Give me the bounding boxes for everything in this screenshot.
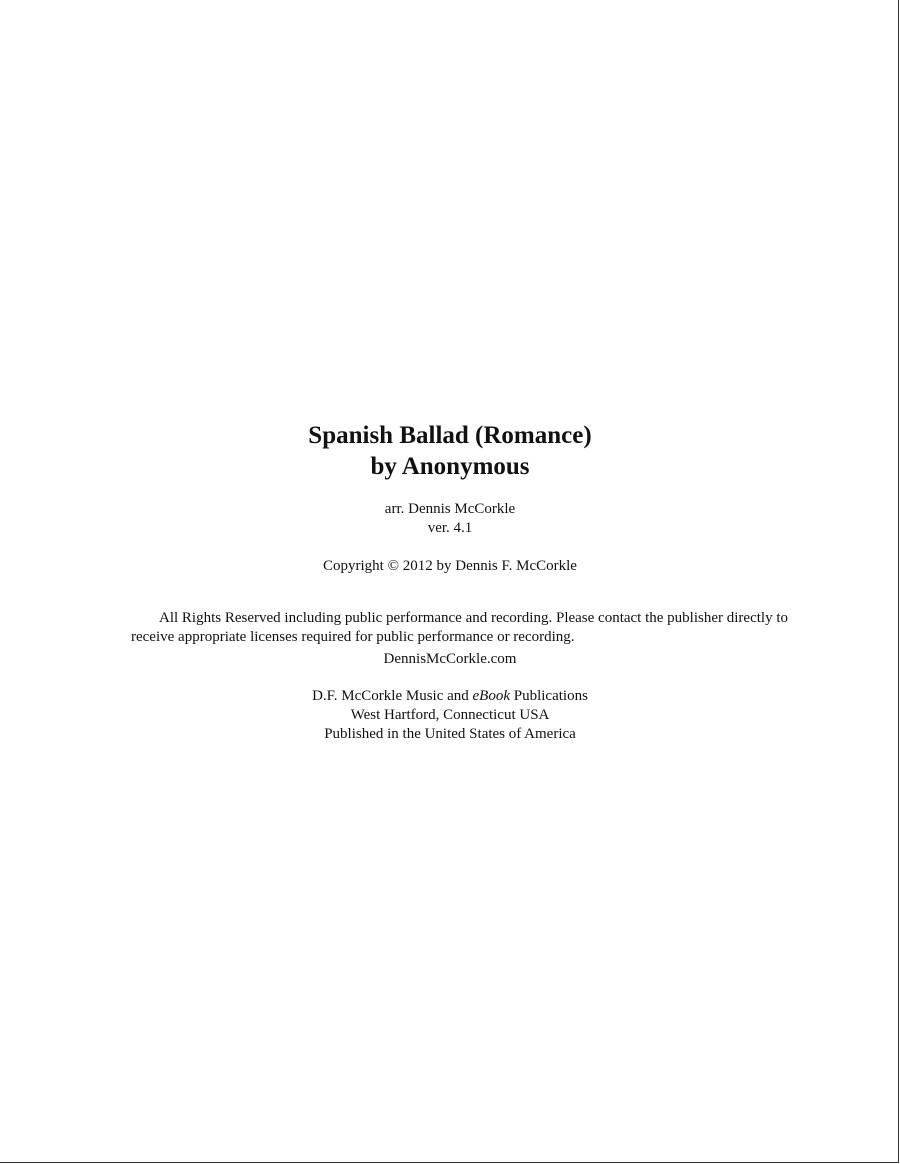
copyright-line: Copyright © 2012 by Dennis F. McCorkle	[323, 558, 577, 574]
arranger-line: arr. Dennis McCorkle	[384, 501, 516, 517]
website-line: DennisMcCorkle.com	[383, 651, 517, 667]
website-block	[0, 650, 900, 669]
version-line: ver. 4.1	[427, 520, 473, 536]
publisher-name-suffix: Publications	[510, 688, 588, 704]
publisher-block	[0, 687, 900, 744]
page-title: Spanish Ballad (Romance)	[308, 422, 592, 449]
publisher-name-prefix: D.F. McCorkle Music and	[312, 688, 473, 704]
publisher-name	[0, 687, 900, 706]
composer-line: by Anonymous	[370, 453, 530, 480]
published-in-line: Published in the United States of America	[324, 726, 576, 742]
arrangement-info	[0, 500, 900, 538]
rights-notice: All Rights Reserved including public performance and recording. Please contact the publisher directly to receive appropriate licenses required for public performance or recording.	[131, 610, 788, 645]
publisher-name-italic: eBook	[472, 688, 510, 704]
copyright-block	[0, 557, 900, 576]
title-block	[0, 420, 900, 482]
publisher-location: West Hartford, Connecticut USA	[350, 707, 550, 723]
